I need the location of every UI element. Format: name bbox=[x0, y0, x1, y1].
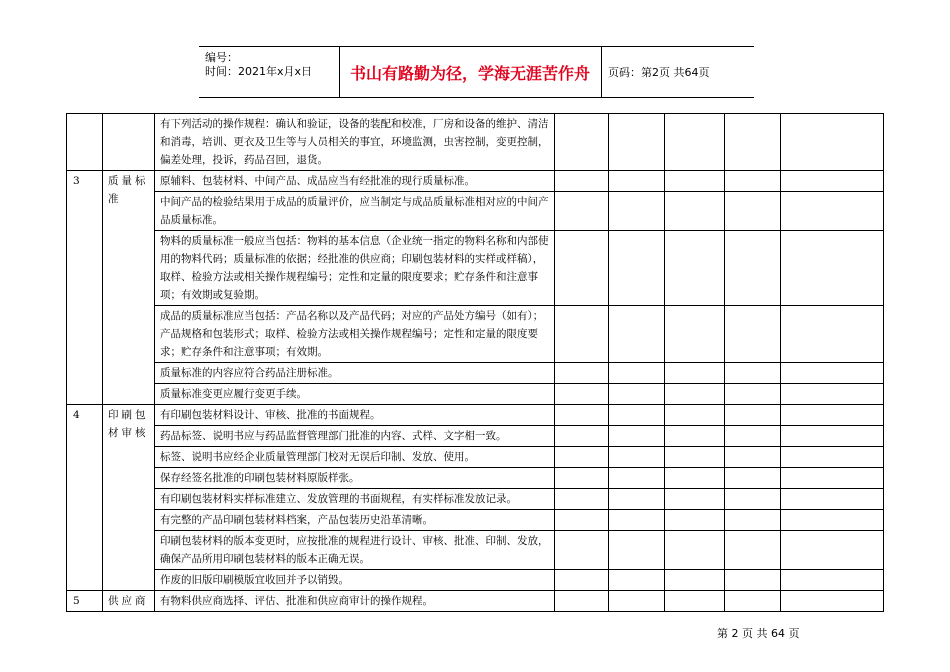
check-cell bbox=[555, 447, 609, 468]
item-category: 供应商 bbox=[103, 591, 155, 612]
check-cell bbox=[725, 192, 781, 231]
item-number bbox=[67, 114, 103, 171]
check-cell bbox=[781, 489, 884, 510]
check-cell bbox=[609, 171, 665, 192]
requirement-text: 中间产品的检验结果用于成品的质量评价，应当制定与成品质量标准相对应的中间产品质量标准。 bbox=[155, 192, 555, 231]
check-cell bbox=[725, 306, 781, 363]
check-cell bbox=[555, 384, 609, 405]
check-cell bbox=[665, 363, 725, 384]
requirement-text: 有下列活动的操作规程：确认和验证，设备的装配和校准，厂房和设备的维护、清洁和消毒，培训、更衣及卫生等与人员相关的事宜，环境监测，虫害控制，变更控制，偏差处理，投诉，药品召回，退货。 bbox=[155, 114, 555, 171]
table-row bbox=[67, 591, 884, 612]
page-footer: 第 2 页 共 64 页 bbox=[717, 627, 800, 640]
check-cell bbox=[609, 231, 665, 306]
requirement-text: 成品的质量标准应当包括：产品名称以及产品代码；对应的产品处方编号（如有）；产品规格和包装形式；取样、检验方法或相关操作规程编号；定性和定量的限度要求；贮存条件和注意事项；有效期。 bbox=[155, 306, 555, 363]
check-cell bbox=[555, 363, 609, 384]
table-row bbox=[67, 447, 884, 468]
check-cell bbox=[555, 405, 609, 426]
table-row bbox=[67, 468, 884, 489]
requirement-text: 标签、说明书应经企业质量管理部门校对无误后印制、发放、使用。 bbox=[155, 447, 555, 468]
table-row bbox=[67, 510, 884, 531]
check-cell bbox=[665, 384, 725, 405]
item-category: 印刷包材审核 bbox=[103, 405, 155, 591]
check-cell bbox=[725, 426, 781, 447]
check-cell bbox=[609, 591, 665, 612]
check-cell bbox=[609, 363, 665, 384]
check-cell bbox=[555, 426, 609, 447]
check-cell bbox=[725, 363, 781, 384]
requirement-text: 质量标准变更应履行变更手续。 bbox=[155, 384, 555, 405]
check-cell bbox=[725, 591, 781, 612]
check-cell bbox=[609, 447, 665, 468]
check-cell bbox=[665, 405, 725, 426]
check-cell bbox=[555, 192, 609, 231]
check-cell bbox=[609, 531, 665, 570]
table-row bbox=[67, 405, 884, 426]
check-cell bbox=[781, 192, 884, 231]
check-cell bbox=[781, 405, 884, 426]
check-cell bbox=[781, 468, 884, 489]
check-cell bbox=[665, 510, 725, 531]
check-cell bbox=[665, 426, 725, 447]
check-cell bbox=[781, 591, 884, 612]
check-cell bbox=[555, 489, 609, 510]
check-cell bbox=[781, 531, 884, 570]
check-cell bbox=[665, 192, 725, 231]
check-cell bbox=[665, 114, 725, 171]
check-cell bbox=[725, 384, 781, 405]
requirement-text: 药品标签、说明书应与药品监督管理部门批准的内容、式样、文字相一致。 bbox=[155, 426, 555, 447]
check-cell bbox=[781, 306, 884, 363]
check-cell bbox=[555, 570, 609, 591]
check-cell bbox=[781, 231, 884, 306]
requirement-text: 原辅料、包装材料、中间产品、成品应当有经批准的现行质量标准。 bbox=[155, 171, 555, 192]
check-cell bbox=[555, 114, 609, 171]
table-row bbox=[67, 384, 884, 405]
check-cell bbox=[665, 447, 725, 468]
check-cell bbox=[725, 114, 781, 171]
table-row bbox=[67, 114, 884, 171]
check-cell bbox=[555, 531, 609, 570]
table-row bbox=[67, 426, 884, 447]
header-meta-cell bbox=[199, 47, 340, 97]
check-cell bbox=[725, 531, 781, 570]
check-cell bbox=[665, 231, 725, 306]
check-cell bbox=[781, 114, 884, 171]
check-cell bbox=[665, 171, 725, 192]
requirement-text: 保存经签名批准的印刷包装材料原版样张。 bbox=[155, 468, 555, 489]
check-cell bbox=[781, 426, 884, 447]
requirement-text: 作废的旧版印刷模版宜收回并予以销毁。 bbox=[155, 570, 555, 591]
item-category: 质量标准 bbox=[103, 171, 155, 405]
check-cell bbox=[555, 468, 609, 489]
check-cell bbox=[781, 510, 884, 531]
requirement-text: 物料的质量标准一般应当包括：物料的基本信息（企业统一指定的物料名称和内部使用的物料代码；质量标准的依据；经批准的供应商；印刷包装材料的实样或样稿），取样、检验方法或相关操作规程编号；定性和定量的限度要求；贮存条件和注意事项；有效期或复验期。 bbox=[155, 231, 555, 306]
check-cell bbox=[781, 447, 884, 468]
item-number: 3 bbox=[67, 171, 103, 405]
check-cell bbox=[665, 306, 725, 363]
header-page-info: 页码：第2页 共64页 bbox=[608, 66, 710, 79]
check-cell bbox=[609, 306, 665, 363]
requirement-text: 有印刷包装材料设计、审核、批准的书面规程。 bbox=[155, 405, 555, 426]
check-cell bbox=[725, 489, 781, 510]
check-cell bbox=[609, 489, 665, 510]
check-cell bbox=[665, 531, 725, 570]
requirement-text: 质量标准的内容应符合药品注册标准。 bbox=[155, 363, 555, 384]
requirement-text: 有印刷包装材料实样标准建立、发放管理的书面规程，有实样标准发放记录。 bbox=[155, 489, 555, 510]
check-cell bbox=[725, 570, 781, 591]
table-row bbox=[67, 231, 884, 306]
check-cell bbox=[781, 363, 884, 384]
check-cell bbox=[665, 468, 725, 489]
check-cell bbox=[725, 171, 781, 192]
check-cell bbox=[725, 231, 781, 306]
check-cell bbox=[555, 510, 609, 531]
table-row bbox=[67, 192, 884, 231]
item-category bbox=[103, 114, 155, 171]
check-cell bbox=[609, 192, 665, 231]
time-label: 时间：2021年x月x日 bbox=[205, 65, 313, 78]
check-cell bbox=[781, 171, 884, 192]
check-cell bbox=[725, 468, 781, 489]
requirement-text: 印刷包装材料的版本变更时，应按批准的规程进行设计、审核、批准、印制、发放，确保产品所用印刷包装材料的版本正确无误。 bbox=[155, 531, 555, 570]
check-cell bbox=[555, 306, 609, 363]
check-cell bbox=[781, 570, 884, 591]
check-cell bbox=[725, 510, 781, 531]
check-cell bbox=[781, 384, 884, 405]
table-row bbox=[67, 171, 884, 192]
table-row bbox=[67, 489, 884, 510]
item-number: 5 bbox=[67, 591, 103, 612]
inspection-table bbox=[66, 113, 884, 612]
table-row bbox=[67, 531, 884, 570]
check-cell bbox=[725, 447, 781, 468]
page-header bbox=[199, 46, 754, 98]
check-cell bbox=[609, 468, 665, 489]
check-cell bbox=[665, 489, 725, 510]
check-cell bbox=[609, 405, 665, 426]
check-cell bbox=[609, 570, 665, 591]
check-cell bbox=[555, 171, 609, 192]
requirement-text: 有物料供应商选择、评估、批准和供应商审计的操作规程。 bbox=[155, 591, 555, 612]
check-cell bbox=[555, 591, 609, 612]
check-cell bbox=[609, 384, 665, 405]
check-cell bbox=[609, 426, 665, 447]
check-cell bbox=[609, 114, 665, 171]
table-row bbox=[67, 363, 884, 384]
check-cell bbox=[555, 231, 609, 306]
serial-label: 编号： bbox=[205, 51, 238, 64]
check-cell bbox=[609, 510, 665, 531]
table-row bbox=[67, 306, 884, 363]
check-cell bbox=[665, 591, 725, 612]
check-cell bbox=[725, 405, 781, 426]
check-cell bbox=[665, 570, 725, 591]
table-row bbox=[67, 570, 884, 591]
header-motto: 书山有路勤为径，学海无涯苦作舟 bbox=[339, 47, 602, 97]
requirement-text: 有完整的产品印刷包装材料档案，产品包装历史沿革清晰。 bbox=[155, 510, 555, 531]
item-number: 4 bbox=[67, 405, 103, 591]
